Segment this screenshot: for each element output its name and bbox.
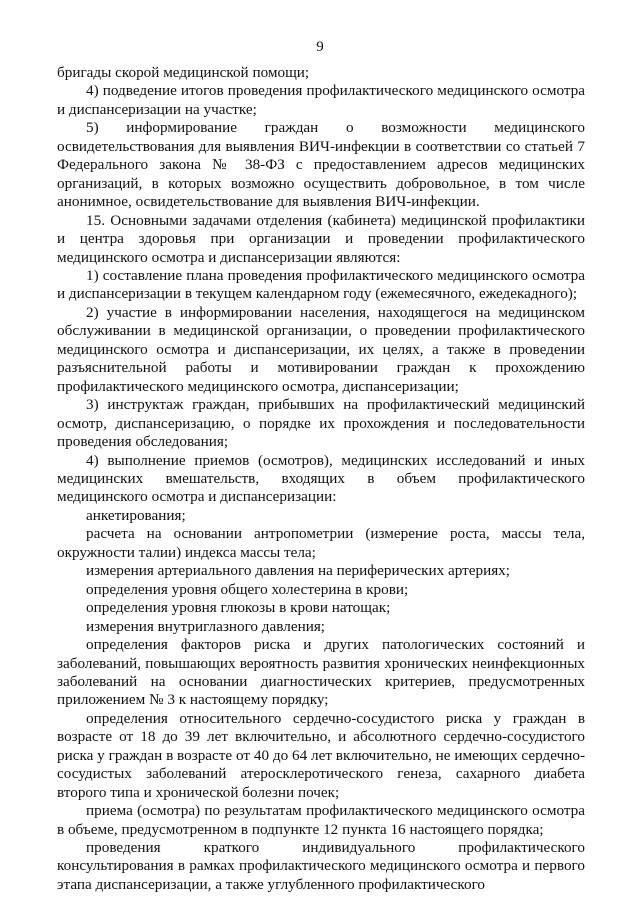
- list-item-intraocular-pressure: измерения внутриглазного давления;: [86, 617, 326, 635]
- list-item-questionnaire: анкетирования;: [86, 506, 186, 524]
- list-item-blood-pressure: измерения артериального давления на периферических артериях;: [86, 562, 510, 580]
- document-body: [57, 64, 585, 894]
- paragraph-task-3: 3) инструктаж граждан, прибывших на профилактический медицинский осмотр, диспансеризацию, о порядке их прохождения и последовательности проведения обследования;: [57, 396, 585, 451]
- paragraph-item-5-hiv-info: 5) информирование граждан о возможности медицинского освидетельствования для выявления ВИЧ-инфекции в соответствии со статьей 7 Федерального закона № 38-ФЗ с предоставлением адресов медицинских организаций, в которых возможно осуществить добровольное, в том числе анонимное, освидетельствование для выявления ВИЧ-инфекции.: [57, 119, 585, 211]
- paragraph-task-2: 2) участие в информировании населения, находящегося на медицинском обслуживании в медицинской организации, о проведении профилактического медицинского осмотра и диспансеризации, их целях, а также в проведении разъяснительной работы и мотивировании граждан к прохождению профилактического медицинского осмотра, диспансеризации;: [57, 303, 585, 395]
- paragraph-section-15: 15. Основными задачами отделения (кабинета) медицинской профилактики и центра здоровья при организации и проведении профилактического медицинского осмотра и диспансеризации являются:: [57, 211, 585, 266]
- paragraph-item-4-summary: 4) подведение итогов проведения профилактического медицинского осмотра и диспансеризации на участке;: [57, 82, 585, 118]
- paragraph-task-4: 4) выполнение приемов (осмотров), медицинских исследований и иных медицинских вмешательств, входящих в объем профилактического медицинского осмотра и диспансеризации:: [57, 451, 585, 506]
- list-item-glucose: определения уровня глюкозы в крови натощак;: [86, 599, 391, 617]
- list-item-cholesterol: определения уровня общего холестерина в крови;: [86, 580, 409, 598]
- paragraph-ambulance-teams: бригады скорой медицинской помощи;: [57, 64, 310, 81]
- list-item-risk-factors: определения факторов риска и других патологических состояний и заболеваний, повышающих вероятность развития хронических неинфекционных заболеваний на основании диагностических критериев, предусмотренных приложением № 3 к настоящему порядку;: [57, 636, 585, 709]
- list-item-counseling: проведения краткого индивидуального профилактического консультирования в рамках профилактического медицинского осмотра и первого этапа диспансеризации, а также углубленного профилактического: [57, 839, 585, 893]
- list-item-bmi: расчета на основании антропометрии (измерение роста, массы тела, окружности талии) индекса массы тела;: [57, 525, 585, 561]
- list-item-examination: приема (осмотра) по результатам профилактического медицинского осмотра в объеме, предусмотренном в подпункте 12 пункта 16 настоящего порядка;: [57, 802, 585, 838]
- list-item-cardiovascular-risk: определения относительного сердечно-сосудистого риска у граждан в возрасте от 18 до 39 лет включительно, и абсолютного сердечно-сосудистого риска у граждан в возрасте от 40 до 64 лет включительно, не имеющих сердечно-сосудистых заболеваний атеросклеротического генеза, сахарного диабета второго типа и хронической болезни почек;: [57, 709, 585, 801]
- page-number: 9: [316, 39, 324, 55]
- paragraph-task-1: 1) составление плана проведения профилактического медицинского осмотра и диспансеризации в текущем календарном году (ежемесячного, ежедекадного);: [57, 266, 585, 303]
